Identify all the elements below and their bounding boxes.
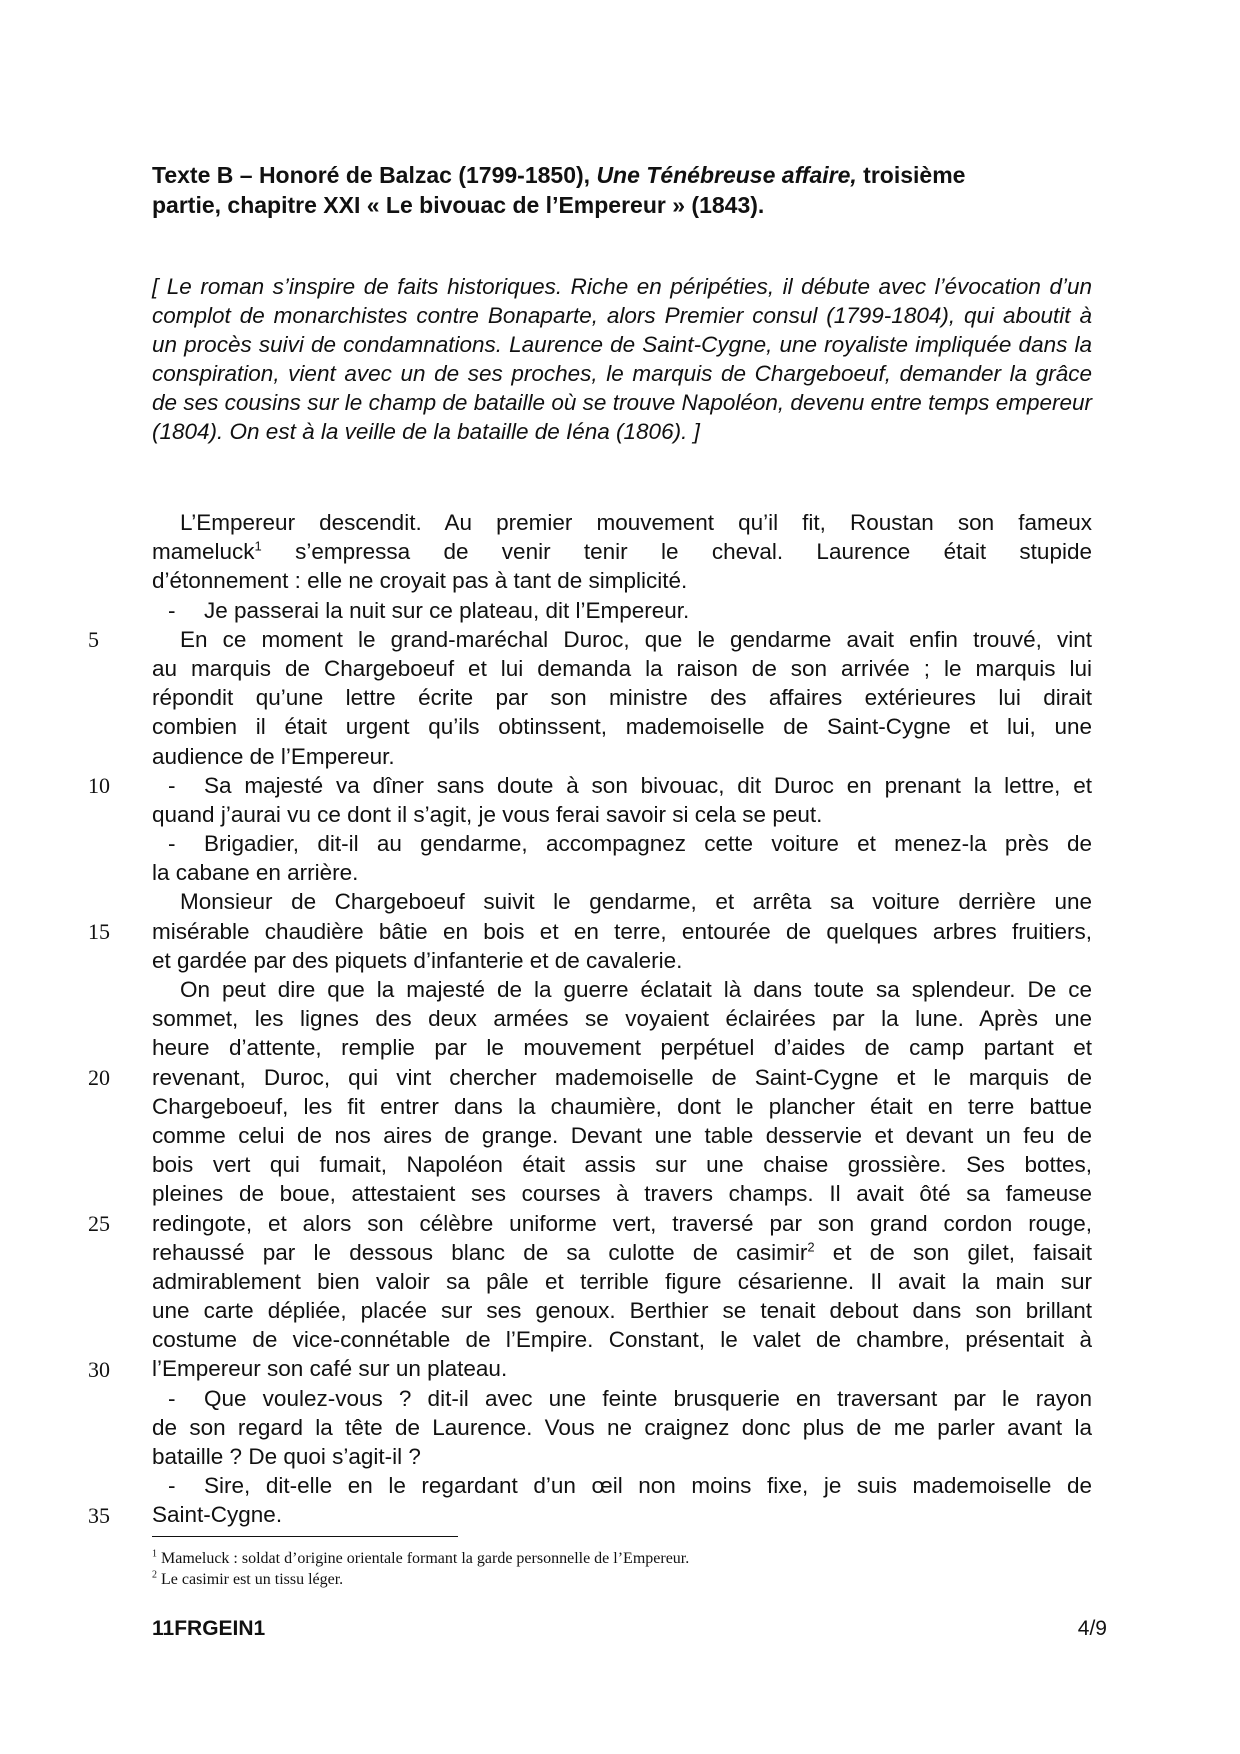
footnote-text: Le casimir est un tissu léger.	[161, 1571, 344, 1588]
text-segment: mameluck	[152, 539, 255, 565]
dialogue-dash: -	[168, 1385, 176, 1411]
text-line: L’Empereur descendit. Au premier mouvement qu’il fit, Roustan son fameux	[180, 510, 1092, 535]
text-segment: Sa majesté va dîner sans doute à son bivouac, dit Duroc en prenant la lettre, et	[204, 772, 1092, 798]
text-segment: rehaussé par le dessous blanc de sa culotte de casimir	[152, 1239, 808, 1265]
line-number: 10	[88, 773, 110, 798]
footnote-ref-2: 2	[807, 1239, 815, 1255]
body-text	[152, 508, 1092, 1530]
footnote-marker: 2	[152, 1569, 157, 1581]
dialogue-line	[152, 771, 1092, 800]
dialogue-line	[152, 1384, 1092, 1413]
text-line: misérable chaudière bâtie en bois et en terre, entourée de quelques arbres fruitiers,	[152, 918, 1092, 944]
text-line: En ce moment le grand-maréchal Duroc, que le gendarme avait enfin trouvé, vint	[180, 626, 1092, 652]
text-line: Saint-Cygne.	[152, 1502, 283, 1528]
footnote-ref-1: 1	[254, 538, 262, 554]
text-line: au marquis de Chargeboeuf et lui demanda la raison de son arrivée ; le marquis lui	[152, 655, 1092, 681]
text-line: redingote, et alors son célèbre uniforme vert, traversé par son grand cordon rouge,	[152, 1210, 1092, 1236]
text-line: d’étonnement : elle ne croyait pas à tant de simplicité.	[152, 568, 688, 594]
text-line: répondit qu’une lettre écrite par son ministre des affaires extérieures lui dirait	[152, 685, 1092, 711]
text-line: revenant, Duroc, qui vint chercher mademoiselle de Saint-Cygne et le marquis de	[152, 1064, 1092, 1090]
text-segment: s’empressa de venir tenir le cheval. Laurence était stupide	[295, 539, 1092, 565]
heading-line2: partie, chapitre XXI « Le bivouac de l’Empereur » (1843).	[152, 192, 765, 218]
text-line: On peut dire que la majesté de la guerre éclatait là dans toute sa splendeur. De ce	[180, 977, 1092, 1002]
line-number: 25	[88, 1211, 110, 1236]
text-line	[152, 1238, 1092, 1267]
text-line: admirablement bien valoir sa pâle et terrible figure césarienne. Il avait la main sur	[152, 1268, 1092, 1294]
footnote-text: Mameluck : soldat d’origine orientale formant la garde personnelle de l’Empereur.	[161, 1550, 690, 1567]
text-line: bataille ? De quoi s’agit-il ?	[152, 1444, 421, 1469]
text-line	[152, 537, 1092, 566]
line-number: 5	[88, 627, 99, 652]
text-line: pleines de boue, attestaient ses courses à travers champs. Il avait ôté sa fameuse	[152, 1181, 1092, 1207]
text-line: costume de vice-connétable de l’Empire. Constant, le valet de chambre, présentait à	[152, 1327, 1092, 1353]
dialogue-line	[152, 829, 1092, 858]
text-segment: Que voulez-vous ? dit-il avec une feinte brusquerie en traversant par le rayon	[204, 1385, 1092, 1411]
heading-prefix: Texte B – Honoré de Balzac (1799-1850),	[152, 162, 597, 188]
line-number: 20	[88, 1065, 110, 1090]
dialogue-dash: -	[168, 1473, 176, 1499]
footnote-1	[152, 1548, 689, 1569]
text-line: quand j’aurai vu ce dont il s’agit, je vous ferai savoir si cela se peut.	[152, 801, 823, 827]
dialogue-dash: -	[168, 831, 176, 857]
text-line: Monsieur de Chargeboeuf suivit le gendarme, et arrêta sa voiture derrière une	[180, 889, 1092, 915]
text-segment: Brigadier, dit-il au gendarme, accompagnez cette voiture et menez-la près de	[204, 831, 1092, 857]
line-number: 15	[88, 919, 110, 944]
text-line: l’Empereur son café sur un plateau.	[152, 1356, 508, 1382]
heading-suffix: troisième	[856, 162, 966, 188]
text-line: une carte dépliée, placée sur ses genoux. Berthier se tenait debout dans son brillant	[152, 1298, 1092, 1324]
footnotes	[152, 1548, 689, 1590]
text-line: comme celui de nos aires de grange. Devant une table desservie et devant un feu de	[152, 1122, 1092, 1148]
text-line: la cabane en arrière.	[152, 860, 359, 886]
text-segment: Je passerai la nuit sur ce plateau, dit l’Empereur.	[204, 597, 690, 623]
heading	[152, 160, 1092, 220]
dialogue-dash: -	[168, 772, 176, 798]
dialogue-line	[152, 1471, 1092, 1500]
document-code: 11FRGEIN1	[152, 1617, 266, 1640]
text-segment: et de son gilet, faisait	[832, 1239, 1092, 1265]
text-line: de son regard la tête de Laurence. Vous ne craignez donc plus de me parler avant la	[152, 1414, 1092, 1440]
text-line: bois vert qui fumait, Napoléon était assis sur une chaise grossière. Ses bottes,	[152, 1152, 1092, 1178]
intro-paragraph: [ Le roman s’inspire de faits historiques. Riche en péripéties, il débute avec l’évocation d’un complot de monarchistes contre Bonaparte, alors Premier consul (1799-1804), qui aboutit à un procès suivi de condamnations. Laurence de Saint-Cygne, une royaliste impliquée dans la conspiration, vient avec un de ses proches, le marquis de Chargeboeuf, demander la grâce de ses cousins sur le champ de bataille où se trouve Napoléon, devenu entre temps empereur (1804). On est à la veille de la bataille de Iéna (1806). ]	[152, 274, 1092, 444]
text-line: sommet, les lignes des deux armées se voyaient éclairées par la lune. Après une	[152, 1006, 1092, 1032]
heading-work-title: Une Ténébreuse affaire,	[596, 162, 857, 188]
text-line: Chargeboeuf, les fit entrer dans la chaumière, dont le plancher était en terre battue	[152, 1093, 1092, 1119]
footnote-2	[152, 1569, 689, 1590]
text-segment: Sire, dit-elle en le regardant d’un œil non moins fixe, je suis mademoiselle de	[204, 1473, 1092, 1499]
dialogue-line	[152, 596, 1092, 625]
text-line: combien il était urgent qu’ils obtinssent, mademoiselle de Saint-Cygne et lui, une	[152, 714, 1092, 740]
text-line: et gardée par des piquets d’infanterie et de cavalerie.	[152, 947, 683, 973]
dialogue-dash: -	[168, 597, 176, 623]
footnote-separator	[152, 1536, 458, 1537]
line-number: 35	[88, 1503, 110, 1528]
text-line: heure d’attente, remplie par le mouvement perpétuel d’aides de camp partant et	[152, 1035, 1092, 1061]
line-number: 30	[88, 1357, 110, 1382]
footnote-marker: 1	[152, 1548, 157, 1560]
text-line: audience de l’Empereur.	[152, 743, 395, 769]
page-number: 4/9	[1077, 1617, 1107, 1640]
